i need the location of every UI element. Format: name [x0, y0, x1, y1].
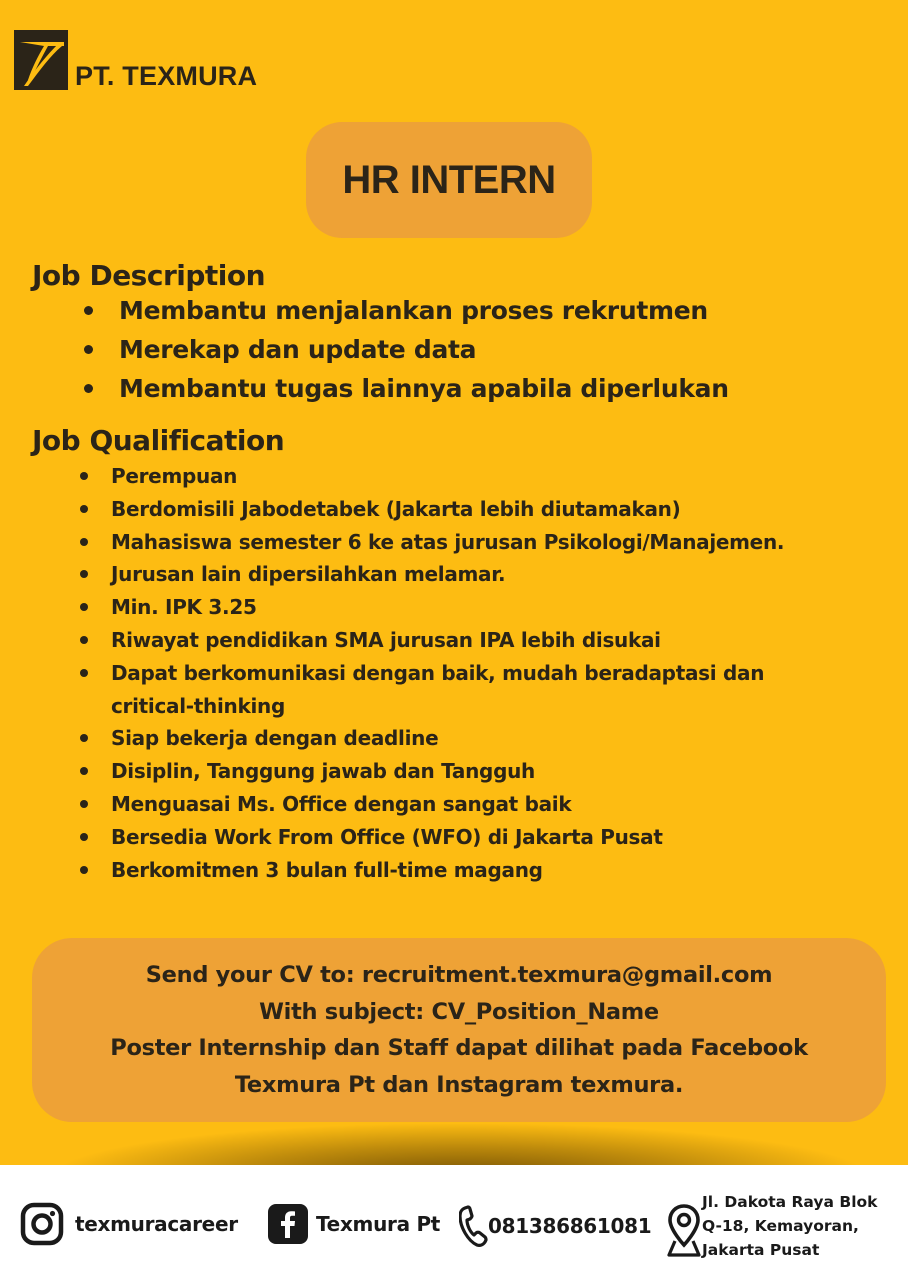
job-description-heading: Job Description	[32, 259, 266, 292]
list-item: Disiplin, Tanggung jawab dan Tangguh	[0, 755, 851, 788]
poster-info-line: Poster Internship dan Staff dapat dilihat pada Facebook	[110, 1035, 808, 1061]
footer-phone: 081386861081	[459, 1205, 651, 1247]
phone-icon	[459, 1205, 489, 1247]
list-item: Riwayat pendidikan SMA jurusan IPA lebih disukai	[0, 624, 851, 657]
bullet-icon	[80, 636, 88, 644]
company-name: PT. TEXMURA	[75, 61, 258, 91]
job-title: HR INTERN	[342, 157, 556, 202]
instagram-icon	[20, 1202, 64, 1246]
job-qualification-list	[0, 460, 851, 886]
company-logo	[14, 30, 257, 90]
list-item: Berdomisili Jabodetabek (Jakarta lebih diutamakan)	[0, 493, 851, 526]
footer-address: Jl. Dakota Raya Blok Q-18, Kemayoran, Jakarta Pusat	[702, 1193, 878, 1259]
list-item: Bersedia Work From Office (WFO) di Jakarta Pusat	[0, 821, 851, 854]
footer-facebook: Texmura Pt	[268, 1204, 440, 1244]
bullet-icon	[80, 669, 88, 677]
bullet-icon	[80, 734, 88, 742]
subject-line: With subject: CV_Position_Name	[259, 998, 659, 1025]
poster-info-line-2: Texmura Pt dan Instagram texmura.	[234, 1071, 684, 1098]
contact-info-box	[32, 938, 886, 1122]
texmura-logo-icon	[14, 30, 68, 90]
bullet-icon	[80, 800, 88, 808]
bullet-icon	[80, 472, 88, 480]
list-item: Membantu tugas lainnya apabila diperlukan	[0, 369, 729, 408]
send-cv-line: Send your CV to: recruitment.texmura@gmail.com	[145, 962, 773, 988]
list-item: Perempuan	[0, 460, 851, 493]
bullet-icon	[80, 505, 88, 513]
location-pin-icon	[666, 1203, 702, 1263]
list-item: Merekap dan update data	[0, 330, 729, 369]
bullet-icon	[80, 767, 88, 775]
list-item: Menguasai Ms. Office dengan sangat baik	[0, 788, 851, 821]
bullet-icon	[80, 538, 88, 546]
list-item: Min. IPK 3.25	[0, 591, 851, 624]
list-item: Siap bekerja dengan deadline	[0, 722, 851, 755]
list-item: Mahasiswa semester 6 ke atas jurusan Psikologi/Manajemen.	[0, 526, 851, 559]
list-item: Jurusan lain dipersilahkan melamar.	[0, 558, 851, 591]
bullet-icon	[84, 345, 93, 354]
list-item: Berkomitmen 3 bulan full-time magang	[0, 854, 851, 887]
bullet-icon	[80, 570, 88, 578]
list-item: Membantu menjalankan proses rekrutmen	[0, 291, 729, 330]
job-qualification-heading: Job Qualification	[32, 424, 285, 457]
bullet-icon	[80, 866, 88, 874]
list-item: Dapat berkomunikasi dengan baik, mudah beradaptasi dan critical-thinking	[0, 657, 851, 723]
bullet-icon	[84, 384, 93, 393]
job-title-badge	[306, 122, 592, 238]
bullet-icon	[80, 603, 88, 611]
bullet-icon	[80, 833, 88, 841]
facebook-icon	[268, 1204, 308, 1244]
footer-instagram: texmuracareer	[20, 1202, 238, 1246]
bullet-icon	[84, 306, 93, 315]
job-description-list	[0, 291, 729, 408]
